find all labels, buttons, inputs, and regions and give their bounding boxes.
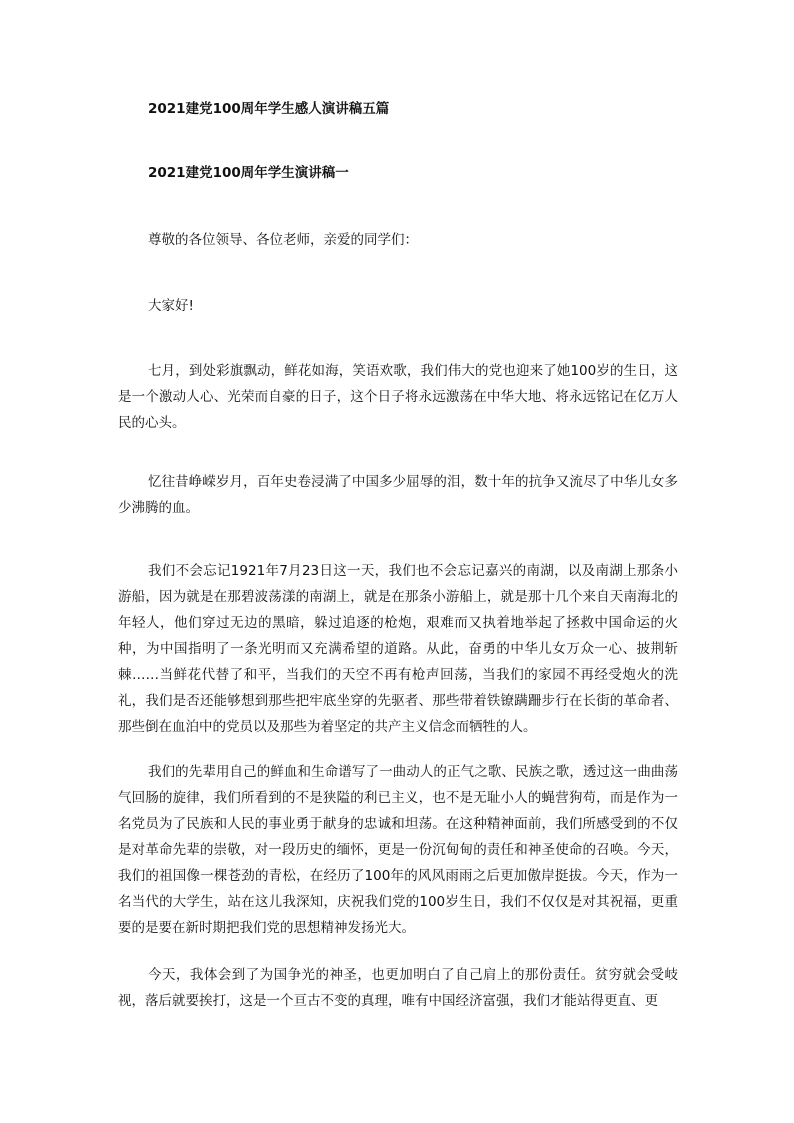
document-title: 2021建党100周年学生感人演讲稿五篇 (148, 101, 390, 117)
paragraph-4: 我们的先辈用自己的鲜血和生命谱写了一曲动人的正气之歌、民族之歌，透过这一曲曲荡气回肠的旋律，我们所看到的不是狭隘的利已主义，也不是无耻小人的蝇营狗苟，而是作为一名党员为了民族和人民的事业勇于献身的忠诚和坦荡。在这种精神面前，我们所感受到的不仅是对革命先辈的崇敬，对一段历史的缅怀，更是一份沉甸甸的责任和神圣使命的召唤。今天，我们的祖国像一棵苍劲的青松，在经历了100年的风风雨雨之后更加傲岸挺拔。今天，作为一名当代的大学生，站在这儿我深知，庆祝我们党的100岁生日，我们不仅仅是对其祝福，更重要的是要在新时期把我们党的思想精神发扬光大。 (118, 764, 678, 936)
salutation: 尊敬的各位领导、各位老师，亲爱的同学们： (148, 232, 418, 248)
paragraph-5: 今天，我体会到了为国争光的神圣，也更加明白了自己肩上的那份责任。贫穷就会受岐视，落后就要挨打，这是一个亘古不变的真理，唯有中国经济富强，我们才能站得更直、更 (118, 967, 678, 1009)
paragraph-2: 忆往昔峥嵘岁月，百年史卷浸满了中国多少屈辱的泪，数十年的抗争又流尽了中华儿女多少沸腾的血。 (118, 474, 678, 516)
paragraph-3: 我们不会忘记1921年7月23日这一天，我们也不会忘记嘉兴的南湖，以及南湖上那条小游船，因为就是在那碧波荡漾的南湖上，就是在那条小游船上，就是那十几个来自天南海北的年轻人，他们穿过无边的黑暗，躲过追逐的枪炮，艰难而又执着地举起了拯救中国命运的火种，为中国指明了一条光明而又充满希望的道路。从此，奋勇的中华儿女万众一心、披荆斩棘……当鲜花代替了和平，当我们的天空不再有枪声回荡，当我们的家园不再经受炮火的洗礼，我们是否还能够想到那些把牢底坐穿的先驱者、那些带着铁镣蹒跚步行在长街的革命者、那些倒在血泊中的党员以及那些为着坚定的共产主义信念而牺牲的人。 (118, 563, 678, 735)
greeting: 大家好! (148, 298, 194, 314)
speech-subtitle: 2021建党100周年学生演讲稿一 (148, 165, 349, 181)
paragraph-1: 七月，到处彩旗飘动，鲜花如海，笑语欢歌，我们伟大的党也迎来了她100岁的生日，这是一个激动人心、光荣而自豪的日子，这个日子将永远激荡在中华大地、将永远铭记在亿万人民的心头。 (118, 363, 678, 431)
